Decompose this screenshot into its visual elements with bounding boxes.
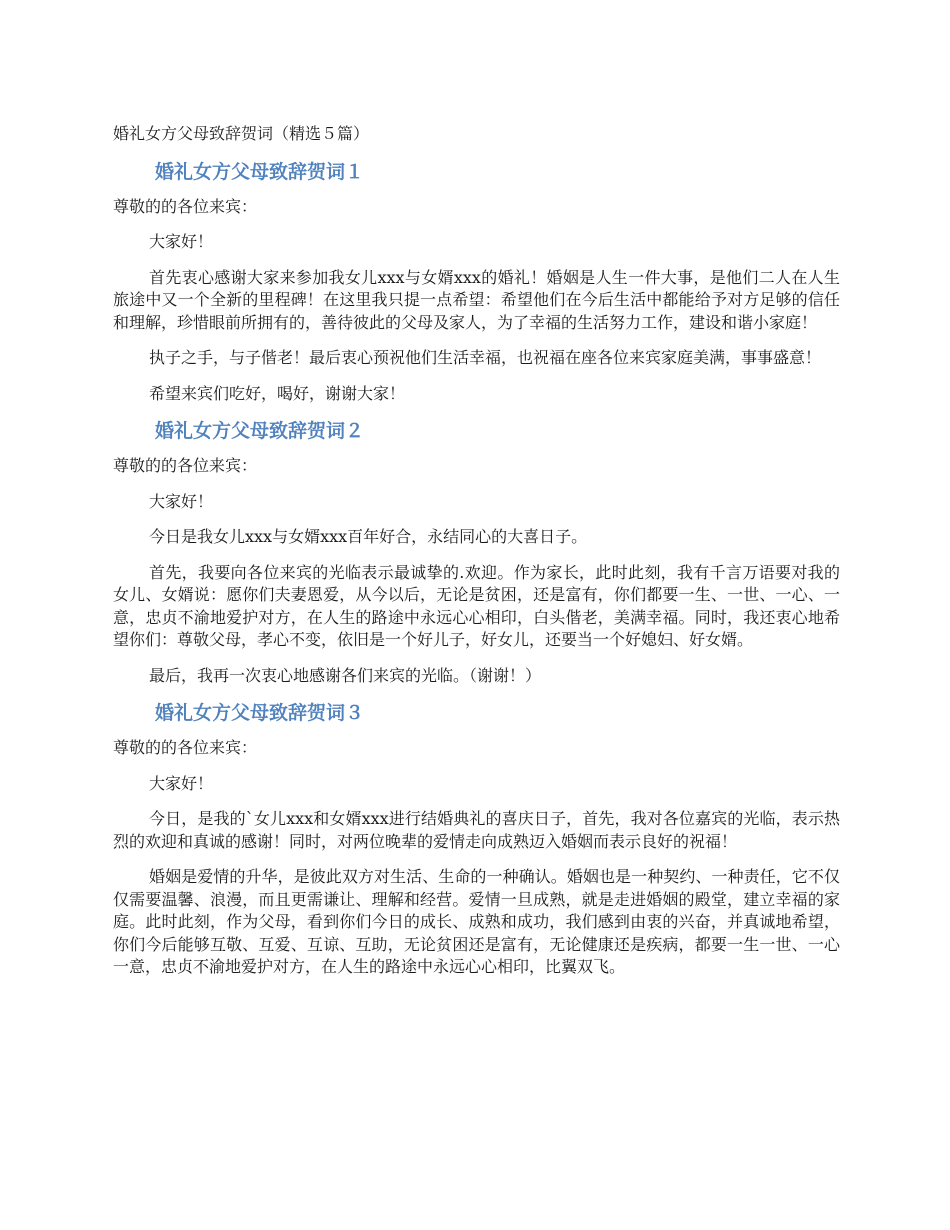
document-title: 婚礼女方父母致辞贺词（精选５篇） [113, 124, 370, 143]
closing-paragraph: 最后，我再一次衷心地感谢各们来宾的光临。（谢谢！） [149, 665, 542, 685]
greeting: 大家好！ [149, 232, 214, 251]
speech-section-2 [113, 418, 840, 687]
body-paragraph: 执子之手，与子偕老！最后衷心预祝他们生活幸福，也祝福在座各位来宾家庭美满，事事盛意！ [149, 348, 822, 367]
salutation: 尊敬的的各位来宾： [113, 196, 258, 216]
body-paragraph: 首先，我要向各位来宾的光临表示最诚挚的.欢迎。作为家长，此时此刻，我有千言万语要对我的女儿、女婿说：愿你们夫妻恩爱，从今以后，无论是贫困，还是富有，你们都要一生、一世、一心、一意，忠贞不渝地爱护对方，在人生的路途中永远心心相印，白头偕老，美满幸福。同时，我还衷心地希望你们：尊敬父母，孝心不变，依旧是一个好儿子，好女儿，还要当一个好媳妇、好女婿。 [113, 562, 840, 649]
document-body [113, 123, 840, 992]
greeting: 大家好！ [149, 491, 214, 511]
body-paragraph: 首先衷心感谢大家来参加我女儿xxx与女婿xxx的婚礼！婚姻是人生一件大事，是他们二人在人生旅途中又一个全新的里程碑！在这里我只提一点希望：希望他们在今后生活中都能给予对方足够的信任和理解，珍惜眼前所拥有的，善待彼此的父母及家人，为了幸福的生活努力工作，建设和谐小家庭！ [113, 267, 840, 332]
greeting: 大家好！ [149, 773, 214, 793]
speech-section-1 [113, 159, 840, 406]
section-heading-3: 婚礼女方父母致辞贺词３ [155, 702, 365, 724]
body-paragraph: 今日，是我的`女儿xxx和女婿xxx进行结婚典礼的喜庆日子，首先，我对各位嘉宾的光临，表示热烈的欢迎和真诚的感谢！同时，对两位晚辈的爱情走向成熟迈入婚姻而表示良好的祝福！ [113, 809, 840, 851]
closing-paragraph: 希望来宾们吃好，喝好，谢谢大家！ [149, 383, 406, 403]
body-paragraph: 婚姻是爱情的升华，是彼此双方对生活、生命的一种确认。婚姻也是一种契约、一种责任，它不仅仅需要温馨、浪漫，而且更需谦让、理解和经营。爱情一旦成熟，就是走进婚姻的殿堂，建立幸福的家庭。此时此刻，作为父母，看到你们今日的成长、成熟和成功，我们感到由衷的兴奋，并真诚地希望，你们今后能够互敬、互爱、互谅、互助，无论贫困还是富有，无论健康还是疾病，都要一生一世、一心一意，忠贞不渝地爱护对方，在人生的路途中永远心心相印，比翼双飞。 [113, 867, 840, 976]
salutation: 尊敬的的各位来宾： [113, 738, 258, 757]
salutation: 尊敬的的各位来宾： [113, 456, 258, 475]
body-paragraph: 今日是我女儿xxx与女婿xxx百年好合，永结同心的大喜日子。 [149, 527, 588, 546]
section-heading-1: 婚礼女方父母致辞贺词１ [155, 160, 365, 183]
speech-section-3 [113, 700, 840, 979]
section-heading-2: 婚礼女方父母致辞贺词２ [155, 420, 365, 442]
